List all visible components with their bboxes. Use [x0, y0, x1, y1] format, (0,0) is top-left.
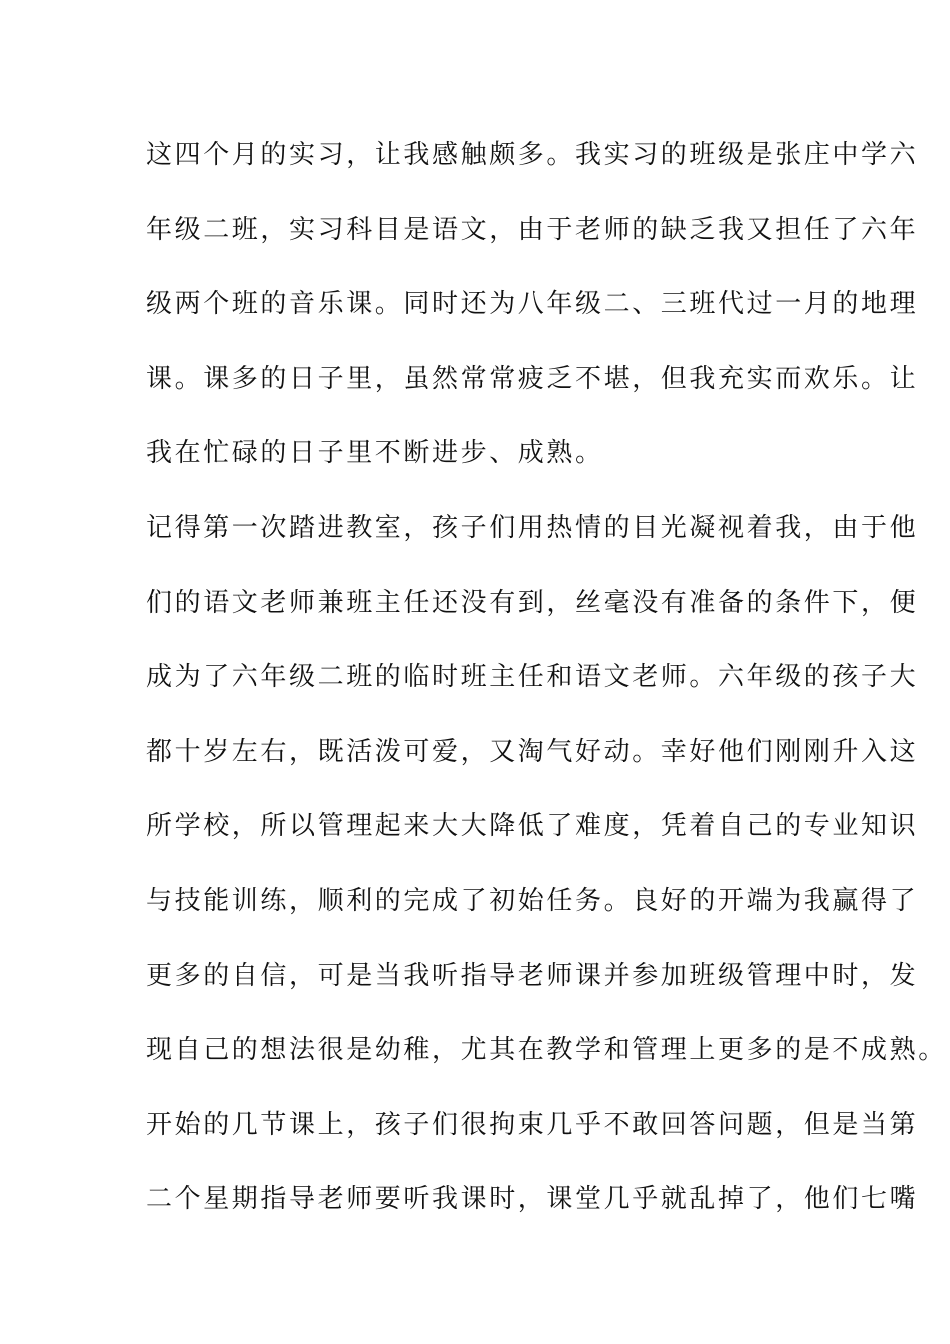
text-line: 所学校，所以管理起来大大降低了难度，凭着自己的专业知识 — [146, 811, 919, 842]
text-line: 们的语文老师兼班主任还没有到，丝毫没有准备的条件下，便 — [146, 587, 919, 618]
text-line: 开始的几节课上，孩子们很拘束几乎不敢回答问题，但是当第 — [146, 1109, 919, 1140]
text-line: 这四个月的实习，让我感触颇多。我实习的班级是张庄中学六 — [146, 140, 919, 170]
body-text — [146, 128, 947, 1247]
text-line: 现自己的想法很是幼稚，尤其在教学和管理上更多的是不成熟。 — [146, 1035, 947, 1066]
text-line: 课。课多的日子里，虽然常常疲乏不堪，但我充实而欢乐。让 — [146, 363, 919, 394]
text-line: 成为了六年级二班的临时班主任和语文老师。六年级的孩子大 — [146, 662, 919, 693]
text-line: 记得第一次踏进教室，孩子们用热情的目光凝视着我，由于他 — [146, 512, 919, 543]
text-line: 都十岁左右，既活泼可爱，又淘气好动。幸好他们刚刚升入这 — [146, 736, 919, 767]
text-line: 二个星期指导老师要听我课时，课堂几乎就乱掉了，他们七嘴 — [146, 1184, 919, 1215]
text-line: 年级二班，实习科目是语文，由于老师的缺乏我又担任了六年 — [146, 214, 919, 245]
text-line: 与技能训练，顺利的完成了初始任务。良好的开端为我赢得了 — [146, 885, 919, 916]
text-line: 我在忙碌的日子里不断进步、成熟。 — [146, 438, 604, 469]
text-line: 级两个班的音乐课。同时还为八年级二、三班代过一月的地理 — [146, 289, 919, 320]
text-line: 更多的自信，可是当我听指导老师课并参加班级管理中时，发 — [146, 960, 919, 991]
